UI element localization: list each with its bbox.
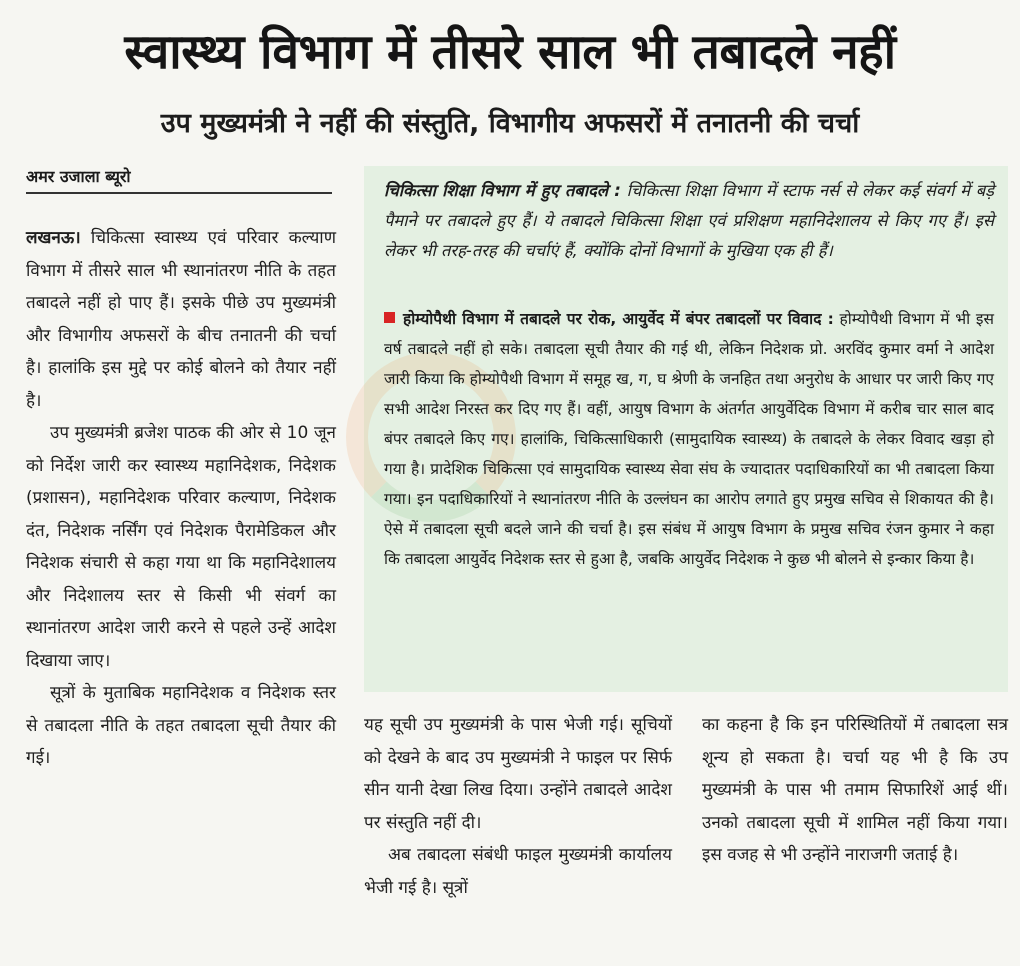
story-paragraph: अब तबादला संबंधी फाइल मुख्यमंत्री कार्यालय भेजी गई है। सूत्रों [364, 845, 672, 898]
story-paragraph: उप मुख्यमंत्री ब्रजेश पाठक की ओर से 10 जून को निर्देश जारी कर स्वास्थ्य महानिदेशक, निदेशक (प्रशासन), महानिदेशक परिवार कल्याण, निदेशक दंत, निदेशक नर्सिंग एवं निदेशक पैरामेडिकल और निदेशक संचारी से कहा गया था कि महानिदेशालय और निदेशालय स्तर से किसी भी संवर्ग का स्थानांतरण आदेश जारी करने से पहले उन्हें आदेश दिखाया जाए। [26, 423, 336, 671]
story-paragraph [26, 222, 336, 417]
sidebar-heading: चिकित्सा शिक्षा विभाग में हुए तबादले : [384, 181, 621, 200]
story-column-2 [364, 709, 672, 904]
story-paragraph: सूत्रों के मुताबिक महानिदेशक व निदेशक स्तर से तबादला नीति के तहत तबादला सूची तैयार की गई। [26, 683, 336, 768]
story-paragraph-text: चिकित्सा स्वास्थ्य एवं परिवार कल्याण विभाग में तीसरे साल भी स्थानांतरण नीति के तहत तबादले नहीं हो पाए हैं। इसके पीछे उप मुख्यमंत्री और विभागीय अफसरों के बीच तनातनी की चर्चा है। हालांकि इस मुद्दे पर कोई बोलने को तैयार नहीं है। [26, 228, 337, 411]
sidebar-heading: होम्योपैथी विभाग में तबादले पर रोक, आयुर्वेद में बंपर तबादलों पर विवाद : [403, 310, 834, 328]
sidebar-text: होम्योपैथी विभाग में भी इस वर्ष तबादले नहीं हो सके। तबादला सूची तैयार की गई थी, लेकिन निदेशक प्रो. अरविंद कुमार वर्मा ने आदेश जारी किया कि होम्योपैथी विभाग में समूह ख, ग, घ श्रेणी के जनहित तथा अनुरोध के आधार पर जारी किए गए सभी आदेश निरस्त कर दिए गए हैं। वहीं, आयुष विभाग के अंतर्गत आयुर्वेदिक विभाग में करीब चार साल बाद बंपर तबादले किए गए। हालांकि, चिकित्साधिकारी (सामुदायिक स्वास्थ्य) के तबादले के लेकर विवाद खड़ा हो गया है। प्रादेशिक चिकित्सा एवं सामुदायिक स्वास्थ्य सेवा संघ के ज्यादातर पदाधिकारियों का भी तबादला किया गया। इन पदाधिकारियों ने स्थानांतरण नीति के उल्लंघन का आरोप लगाते हुए प्रमुख सचिव से शिकायत की है। ऐसे में तबादला सूची बदले जाने की चर्चा है। इस संबंध में आयुष विभाग के प्रमुख सचिव रंजन कुमार ने कहा कि तबादला आयुर्वेद निदेशक स्तर से हुआ है, जबकि आयुर्वेद निदेशक ने कुछ भी बोलने से इन्कार किया है। [384, 310, 994, 568]
subheadline: उप मुख्यमंत्री ने नहीं की संस्तुति, विभागीय अफसरों में तनातनी की चर्चा [160, 108, 860, 139]
sidebar-paragraph-homeopathy [384, 304, 994, 574]
headline: स्वास्थ्य विभाग में तीसरे साल भी तबादले नहीं [124, 24, 896, 80]
sidebar-paragraph-medical-education [384, 176, 994, 266]
story-paragraph: का कहना है कि इन परिस्थितियों में तबादला सत्र शून्य हो सकता है। चर्चा यह भी है कि उप मुख्यमंत्री के पास भी तमाम सिफारिशें आई थीं। उनको तबादला सूची में शामिल नहीं किया गया। इस वजह से भी उन्होंने नाराजगी जताई है। [702, 715, 1008, 865]
story-column-3 [702, 709, 1008, 872]
story-column-1 [26, 222, 336, 775]
red-square-bullet-icon [384, 312, 395, 323]
byline-divider [26, 192, 332, 194]
sidebar-text: चिकित्सा शिक्षा विभाग में स्टाफ नर्स से लेकर कई संवर्ग में बड़े पैमाने पर तबादले हुए हैं। ये तबादले चिकित्सा शिक्षा एवं प्रशिक्षण महानिदेशालय से किए गए हैं। इसे लेकर भी तरह-तरह की चर्चाएं हैं, क्योंकि दोनों विभागों के मुखिया एक ही हैं। [384, 181, 995, 260]
dateline: लखनऊ। [26, 228, 81, 248]
byline: अमर उजाला ब्यूरो [26, 167, 131, 186]
story-paragraph: यह सूची उप मुख्यमंत्री के पास भेजी गई। सूचियों को देखने के बाद उप मुख्यमंत्री ने फाइल पर सिर्फ सीन यानी देखा लिख दिया। उन्होंने तबादले आदेश पर संस्तुति नहीं दी। [364, 715, 672, 833]
